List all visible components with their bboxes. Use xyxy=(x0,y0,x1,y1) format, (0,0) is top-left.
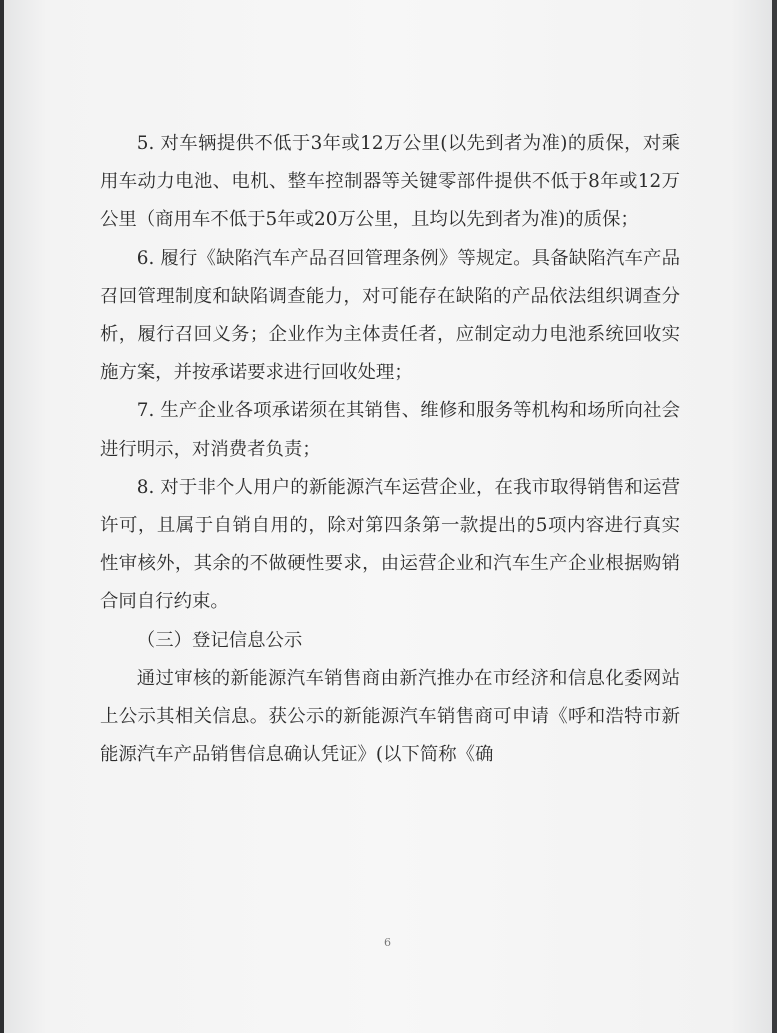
paragraph-item-7: 7. 生产企业各项承诺须在其销售、维修和服务等机构和场所向社会进行明示，对消费者负责； xyxy=(100,400,680,460)
page-number: 6 xyxy=(384,936,391,949)
scan-right-edge xyxy=(772,0,777,1033)
paragraph-item-6: 6. 履行《缺陷汽车产品召回管理条例》等规定。具备缺陷汽车产品召回管理制度和缺陷调查能力，对可能存在缺陷的产品依法组织调查分析，履行召回义务；企业作为主体责任者，应制定动力电池系统回收实施方案，并按承诺要求进行回收处理； xyxy=(100,247,680,384)
paragraph-item-5: 5. 对车辆提供不低于3年或12万公里(以先到者为准)的质保，对乘用车动力电池、电机、整车控制器等关键零部件提供不低于8年或12万公里（商用车不低于5年或20万公里，且均以先到者为准)的质保； xyxy=(100,133,680,231)
paragraph-item-8: 8. 对于非个人用户的新能源汽车运营企业，在我市取得销售和运营许可，且属于自销自用的，除对第四条第一款提出的5项内容进行真实性审核外，其余的不做硬性要求，由运营企业和汽车生产企业根据购销合同自行约束。 xyxy=(100,476,680,613)
scan-left-edge xyxy=(0,0,4,1033)
body-text xyxy=(100,125,680,774)
paragraph-publicity: 通过审核的新能源汽车销售商由新汽推办在市经济和信息化委网站上公示其相关信息。获公示的新能源汽车销售商可申请《呼和浩特市新能源汽车产品销售信息确认凭证》(以下简称《确 xyxy=(100,667,680,766)
section-heading: （三）登记信息公示 xyxy=(136,629,303,651)
